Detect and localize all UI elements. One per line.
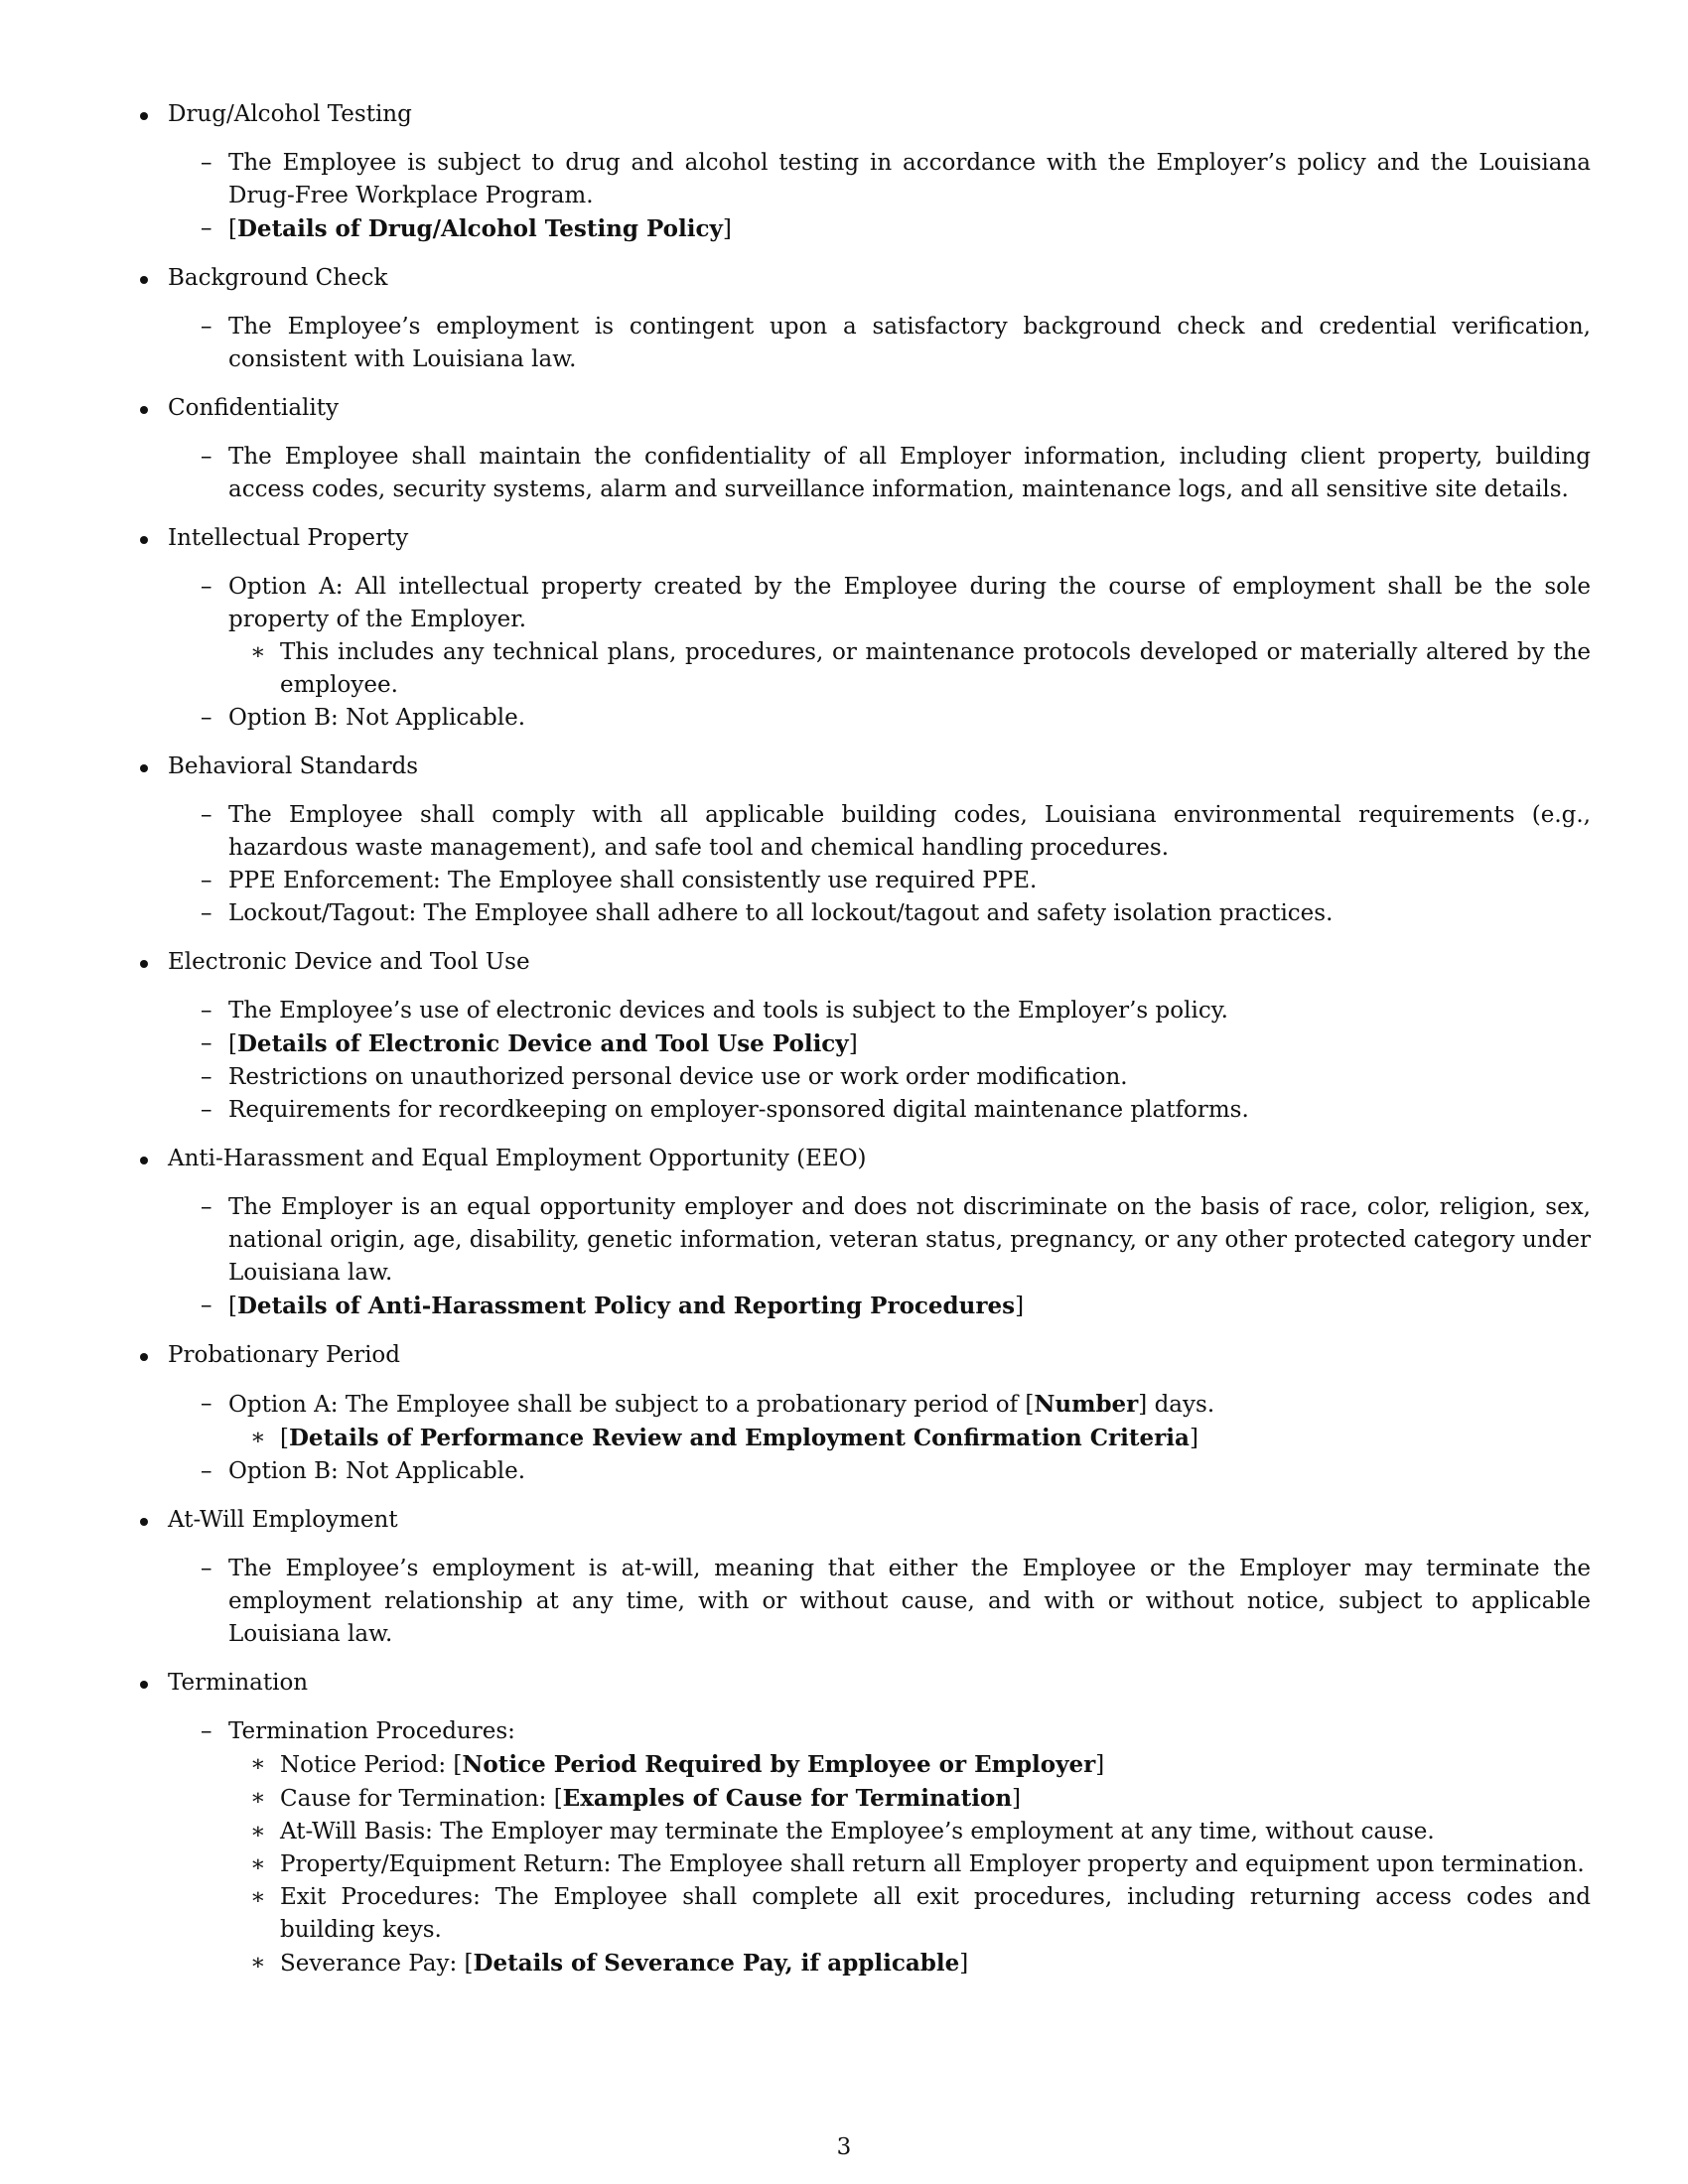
list-item: – [Details of Anti-Harassment Policy and Reporting Procedures] xyxy=(135,1290,1591,1323)
sub-list-item: ∗ Severance Pay: [Details of Severance Pay, if applicable] xyxy=(135,1947,1591,1980)
list-item: – [Details of Drug/Alcohol Testing Policy] xyxy=(135,212,1591,246)
list-item: – The Employee is subject to drug and alcohol testing in accordance with the Employer’s policy and the Louisiana Drug-Free Workplace Program. xyxy=(135,147,1591,212)
placeholder-text: Details of Severance Pay, if applicable xyxy=(473,1950,960,1977)
section-title: Electronic Device and Tool Use xyxy=(135,946,1591,979)
section-at-will-employment xyxy=(135,1504,1591,1651)
sub-list-item: ∗ Cause for Termination: [Examples of Cause for Termination] xyxy=(135,1782,1591,1816)
item-label: Notice Period: xyxy=(280,1752,454,1778)
list-item: – PPE Enforcement: The Employee shall consistently use required PPE. xyxy=(135,865,1591,897)
page-number: 3 xyxy=(836,2134,852,2160)
section-title: Confidentiality xyxy=(135,392,1591,425)
section-behavioral-standards xyxy=(135,751,1591,930)
section-anti-harassment-eeo xyxy=(135,1143,1591,1323)
placeholder-text: Details of Electronic Device and Tool Use Policy xyxy=(236,1030,849,1057)
list-item: – The Employer is an equal opportunity employer and does not discriminate on the basis of race, color, religion, sex, national origin, age, disability, genetic information, veteran status, pregnancy, or any other protected category under Louisiana law. xyxy=(135,1191,1591,1290)
list-item: – Lockout/Tagout: The Employee shall adhere to all lockout/tagout and safety isolation practices. xyxy=(135,897,1591,930)
list-item: – The Employee shall comply with all applicable building codes, Louisiana environmental requirements (e.g., hazardous waste management), and safe tool and chemical handling procedures. xyxy=(135,799,1591,865)
list-item: – Requirements for recordkeeping on employer-sponsored digital maintenance platforms. xyxy=(135,1094,1591,1127)
section-drug-alcohol-testing xyxy=(135,98,1591,246)
section-title: Intellectual Property xyxy=(135,522,1591,555)
placeholder-text: Details of Anti-Harassment Policy and Reporting Procedures xyxy=(236,1293,1016,1319)
item-label: Cause for Termination: xyxy=(280,1786,554,1812)
section-probationary-period xyxy=(135,1339,1591,1488)
placeholder-text: Details of Performance Review and Employment Confirmation Criteria xyxy=(288,1425,1190,1451)
section-intellectual-property xyxy=(135,522,1591,735)
item-text: ] days. xyxy=(1138,1392,1215,1418)
list-item: – The Employee’s employment is at-will, meaning that either the Employee or the Employer may terminate the employment relationship at any time, with or without cause, and with or without notice, subject to applicable Louisiana law. xyxy=(135,1553,1591,1651)
list-item xyxy=(135,1388,1591,1422)
list-item: – Option A: All intellectual property created by the Employee during the course of employment shall be the sole property of the Employer. xyxy=(135,571,1591,636)
sub-list-item: ∗ Property/Equipment Return: The Employee shall return all Employer property and equipment upon termination. xyxy=(135,1848,1591,1881)
list-item: – [Details of Electronic Device and Tool Use Policy] xyxy=(135,1027,1591,1061)
list-item: – The Employee’s use of electronic devices and tools is subject to the Employer’s policy. xyxy=(135,995,1591,1027)
section-background-check xyxy=(135,262,1591,376)
placeholder-text: Number xyxy=(1034,1391,1139,1418)
document-body xyxy=(135,98,1591,1996)
section-title: Background Check xyxy=(135,262,1591,295)
section-title: Behavioral Standards xyxy=(135,751,1591,783)
sub-list-item: ∗ This includes any technical plans, procedures, or maintenance protocols developed or materially altered by the employee. xyxy=(135,636,1591,702)
section-termination xyxy=(135,1667,1591,1980)
list-item: – Option B: Not Applicable. xyxy=(135,702,1591,735)
section-title: Drug/Alcohol Testing xyxy=(135,98,1591,131)
sub-list-item: ∗ Notice Period: [Notice Period Required by Employee or Employer] xyxy=(135,1748,1591,1782)
section-confidentiality xyxy=(135,392,1591,506)
item-text: Option A: The Employee shall be subject to a probationary period of [ xyxy=(228,1392,1035,1418)
sub-list-item: ∗ At-Will Basis: The Employer may terminate the Employee’s employment at any time, without cause. xyxy=(135,1816,1591,1848)
sub-list-item: ∗ Exit Procedures: The Employee shall complete all exit procedures, including returning access codes and building keys. xyxy=(135,1881,1591,1947)
placeholder-text: Details of Drug/Alcohol Testing Policy xyxy=(236,215,723,242)
section-title: Probationary Period xyxy=(135,1339,1591,1372)
placeholder-text: Examples of Cause for Termination xyxy=(562,1785,1013,1812)
placeholder-text: Notice Period Required by Employee or Employer xyxy=(462,1751,1096,1778)
section-title: At-Will Employment xyxy=(135,1504,1591,1537)
list-item: – Restrictions on unauthorized personal device use or work order modification. xyxy=(135,1061,1591,1094)
list-item: – The Employee shall maintain the confidentiality of all Employer information, including client property, building access codes, security systems, alarm and surveillance information, maintenance logs, and all sensitive site details. xyxy=(135,441,1591,506)
list-item: – Option B: Not Applicable. xyxy=(135,1455,1591,1488)
list-item: – Termination Procedures: xyxy=(135,1715,1591,1748)
section-title: Termination xyxy=(135,1667,1591,1700)
sub-list-item: ∗ [Details of Performance Review and Employment Confirmation Criteria] xyxy=(135,1422,1591,1455)
list-item: – The Employee’s employment is contingent upon a satisfactory background check and credential verification, consistent with Louisiana law. xyxy=(135,311,1591,376)
section-title: Anti-Harassment and Equal Employment Opportunity (EEO) xyxy=(135,1143,1591,1175)
section-electronic-device-tool-use xyxy=(135,946,1591,1127)
item-label: Severance Pay: xyxy=(280,1951,465,1977)
